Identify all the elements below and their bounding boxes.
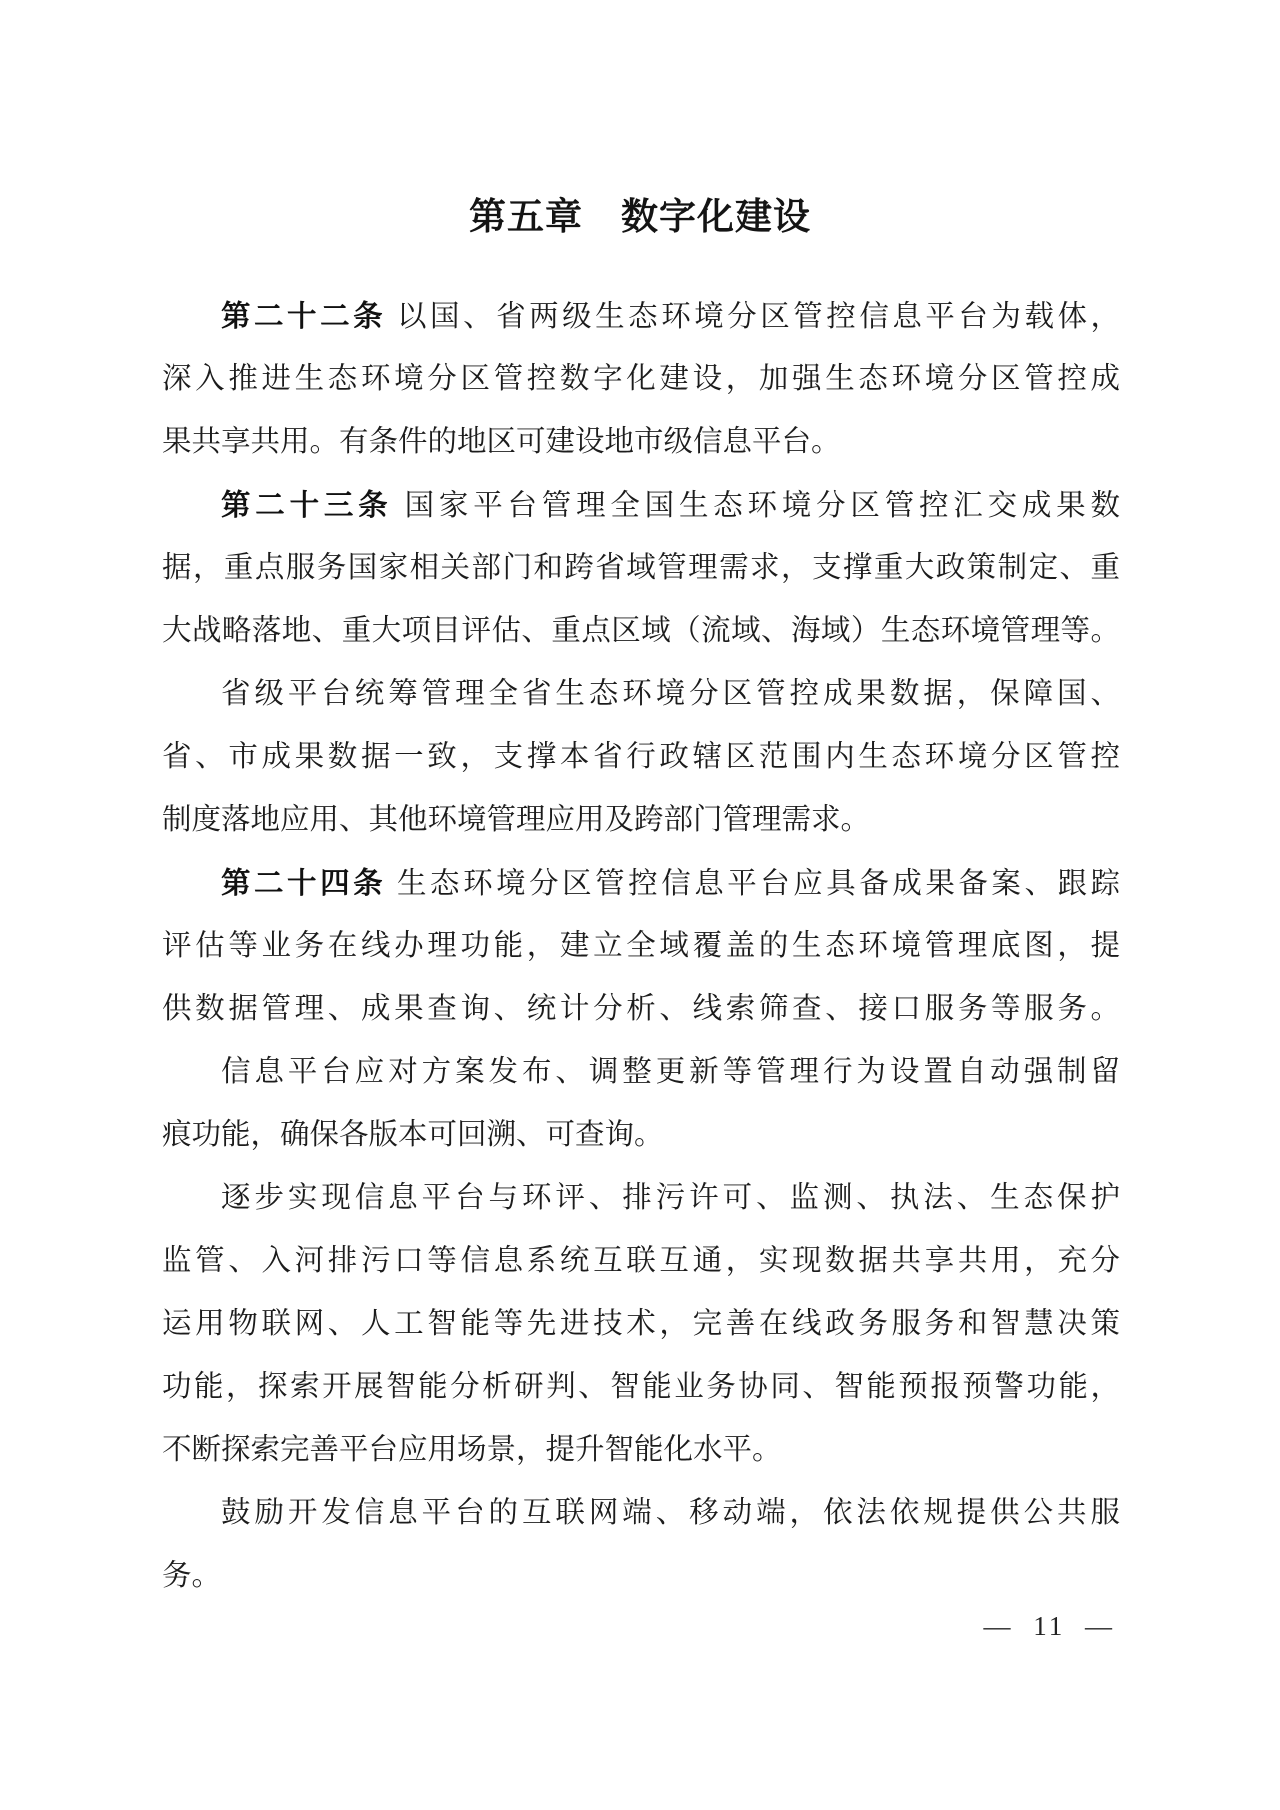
line-text: 运用物联网、人工智能等先进技术，完善在线政务服务和智慧决策 — [162, 1308, 1120, 1340]
line-text: 国家平台管理全国生态环境分区管控汇交成果数 — [392, 490, 1120, 522]
line-text: 不断探索完善平台应用场景，提升智能化水平。 — [162, 1434, 782, 1466]
text-line — [162, 537, 1120, 600]
text-line — [162, 852, 1120, 915]
text-line — [162, 1419, 1120, 1482]
text-line — [162, 1041, 1120, 1104]
line-text: 生态环境分区管控信息平台应具备成果备案、跟踪 — [386, 868, 1120, 900]
page-number: — 11 — — [983, 1611, 1115, 1641]
line-text: 痕功能，确保各版本可回溯、可查询。 — [162, 1119, 664, 1151]
line-text: 以国、省两级生态环境分区管控信息平台为载体， — [386, 301, 1120, 333]
line-text: 省级平台统筹管理全省生态环境分区管控成果数据，保障国、 — [221, 678, 1120, 710]
line-text: 省、市成果数据一致，支撑本省行政辖区范围内生态环境分区管控 — [162, 741, 1120, 773]
text-line — [162, 285, 1120, 348]
article-number-label: 第二十二条 — [221, 300, 387, 333]
document-body — [162, 285, 1120, 1608]
text-line — [162, 348, 1120, 411]
chapter-title: 第五章 数字化建设 — [469, 196, 811, 237]
text-line — [162, 600, 1120, 663]
text-line — [162, 789, 1120, 852]
line-text: 逐步实现信息平台与环评、排污许可、监测、执法、生态保护 — [221, 1182, 1120, 1214]
line-text: 制度落地应用、其他环境管理应用及跨部门管理需求。 — [162, 804, 871, 836]
text-line — [162, 1293, 1120, 1356]
line-text: 务。 — [162, 1560, 222, 1592]
line-text: 果共享共用。有条件的地区可建设地市级信息平台。 — [162, 426, 841, 458]
text-line — [162, 411, 1120, 474]
line-text: 鼓励开发信息平台的互联网端、移动端，依法依规提供公共服 — [221, 1497, 1120, 1529]
text-line — [162, 1545, 1120, 1608]
text-line — [162, 474, 1120, 537]
text-line — [162, 915, 1120, 978]
line-text: 信息平台应对方案发布、调整更新等管理行为设置自动强制留 — [221, 1056, 1120, 1088]
text-line — [162, 1356, 1120, 1419]
line-text: 监管、入河排污口等信息系统互联互通，实现数据共享共用，充分 — [162, 1245, 1120, 1277]
line-text: 评估等业务在线办理功能，建立全域覆盖的生态环境管理底图，提 — [162, 930, 1120, 962]
text-line — [162, 663, 1120, 726]
text-line — [162, 1167, 1120, 1230]
text-line — [162, 1104, 1120, 1167]
line-text: 大战略落地、重大项目评估、重点区域（流域、海域）生态环境管理等。 — [162, 615, 1120, 647]
text-line — [162, 726, 1120, 789]
article-number-label: 第二十四条 — [221, 867, 387, 900]
line-text: 深入推进生态环境分区管控数字化建设，加强生态环境分区管控成 — [162, 363, 1120, 395]
text-line — [162, 978, 1120, 1041]
line-text: 据，重点服务国家相关部门和跨省域管理需求，支撑重大政策制定、重 — [162, 552, 1120, 584]
text-line — [162, 1230, 1120, 1293]
line-text: 功能，探索开展智能分析研判、智能业务协同、智能预报预警功能， — [162, 1371, 1120, 1403]
text-line — [162, 1482, 1120, 1545]
article-number-label: 第二十三条 — [221, 489, 393, 522]
line-text: 供数据管理、成果查询、统计分析、线索筛查、接口服务等服务。 — [162, 993, 1120, 1025]
